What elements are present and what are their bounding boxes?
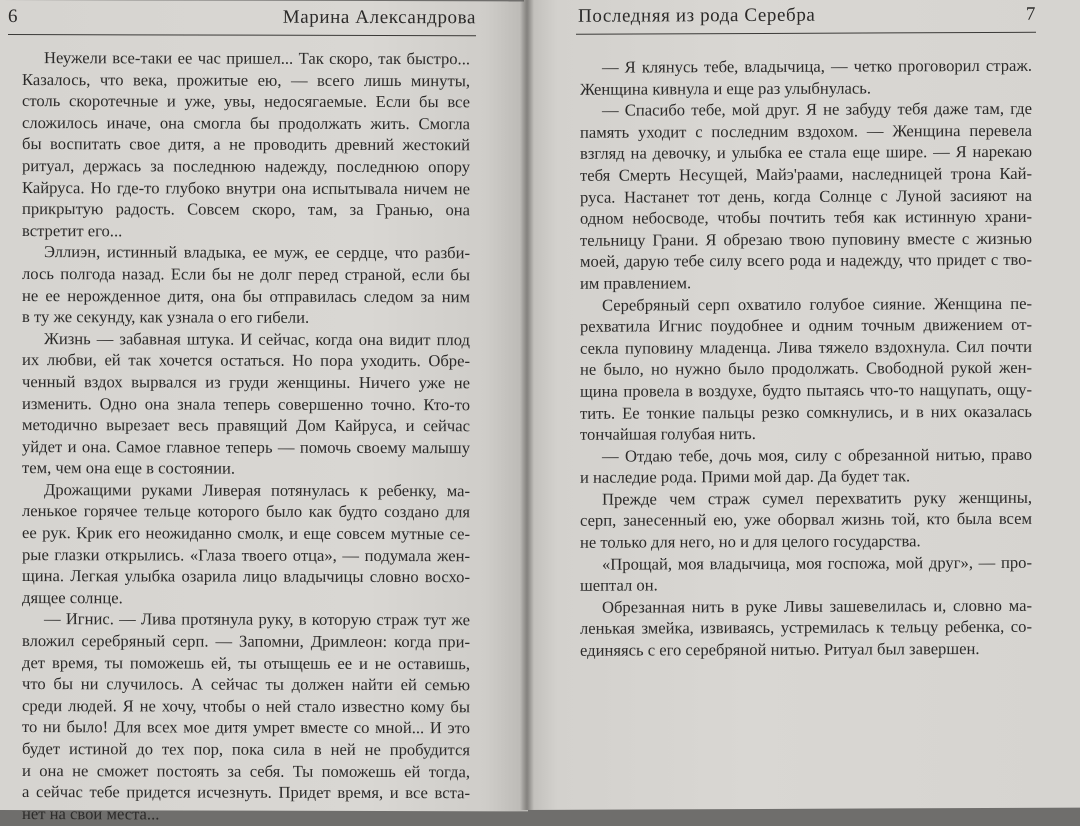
text-line: — Я клянусь тебе, владычица, — четко проговорил страж.: [602, 55, 1032, 77]
right-running-head-title: Последняя из рода Серебра: [578, 4, 816, 27]
text-line: тельницу Грани. Я обрезаю твою пуповину вместе с жизнью: [580, 228, 1032, 250]
text-line: будет истиной до тех пор, пока сила в ней не пробудится: [22, 739, 470, 760]
text-line: Кайруса. Но где-то глубоко внутри она испытывала ничем не: [22, 177, 470, 198]
text-line: не только для него, но и для целого государства.: [580, 531, 921, 552]
text-line: встретит его...: [22, 220, 123, 241]
text-line: столь скоротечные и уже, увы, недосягаемые. Если бы все: [22, 91, 470, 112]
text-line: Эллиэн, истинный владыка, ее муж, ее сердце, что разби-: [44, 242, 470, 263]
text-line: ленькая змейка, извиваясь, устремилась к тельцу ребенка, со-: [580, 617, 1032, 639]
right-body-text: [580, 55, 1032, 662]
text-line: ченный вздох вырвался из груди женщины. Ничего уже не: [22, 371, 470, 393]
text-line: тончайшая голубая нить.: [580, 424, 756, 444]
text-line: ленькое горячее тельце которого было как будто создано для: [22, 501, 470, 522]
text-line: тем, чем она еще в состоянии.: [22, 458, 235, 478]
text-line: вложил серебряный серп. — Запомни, Дримлеон: когда при-: [22, 631, 470, 652]
text-line: щина. Легкая улыбка озарила лицо владычицы словно восхо-: [22, 566, 470, 587]
text-line: не ее нерожденное дитя, она бы отправилась следом за ним: [22, 285, 470, 306]
text-line: не было, но нужно было продолжать. Свободной рукой жен-: [580, 358, 1032, 380]
text-line: — Игнис. — Лива протянула руку, в которую страж тут же: [44, 609, 470, 630]
text-line: в ту же секунду, как узнала о его гибели.: [22, 307, 310, 327]
text-line: и наследие рода. Прими мой дар. Да будет так.: [580, 466, 911, 488]
text-line: Обрезанная нить в руке Ливы зашевелилась и, словно ма-: [602, 595, 1032, 617]
text-line: а сейчас тебе придется исчезнуть. Придет время, и все вста-: [22, 782, 470, 803]
text-line: — Спасибо тебе, мой друг. Я не забуду тебя даже там, где: [602, 98, 1032, 120]
text-line: что бы ни случилось. А сейчас ты должен найти ей семью: [22, 674, 470, 695]
text-line: изменить. Одно она знала теперь совершенно точно. Кто-то: [22, 393, 470, 414]
right-page: [524, 0, 1080, 810]
left-body-text: [22, 47, 470, 826]
text-line: лось полгода назад. Если бы не долг перед страной, если бы: [22, 263, 470, 285]
text-line: взгляд на девочку, и улыбка ее стала еще шире. — Я нарекаю: [580, 142, 1032, 164]
text-line: «Прощай, моя владычица, моя госпожа, мой друг», — про-: [602, 552, 1032, 574]
text-line: Неужели все-таки ее час пришел... Так скоро, так быстро...: [44, 48, 470, 69]
text-line: дет время, ты поможешь ей, ты отыщешь ее и не оставишь,: [22, 652, 470, 673]
text-line: рые глазки открылись. «Глаза твоего отца», — подумала жен-: [22, 544, 470, 565]
text-line: методично вырезает весь правящий Дом Кайруса, и сейчас: [22, 415, 470, 436]
text-line: руса. Настанет тот день, когда Солнце с Луной засияют на: [580, 185, 1032, 207]
text-line: щина провела в воздухе, будто пытаясь что-то нащупать, ощу-: [580, 379, 1032, 401]
text-line: и она не сможет постоять за себя. Ты поможешь ей тогда,: [22, 760, 470, 781]
text-line: тить. Ее тонкие пальцы резко сомкнулись, и в них оказалась: [580, 401, 1032, 423]
text-line: рехватила Игнис поудобнее и одним точным движением от-: [580, 314, 1032, 336]
text-line: сложилось иначе, она смогла бы продолжать жить. Смогла: [22, 112, 470, 134]
text-line: Прежде чем страж сумел перехватить руку женщины,: [602, 487, 1032, 509]
text-line: шептал он.: [580, 575, 658, 596]
text-line: дящее солнце.: [22, 587, 123, 608]
text-line: их любви, ей так хочется остаться. Но пора уходить. Обре-: [22, 350, 470, 371]
left-running-head: [8, 4, 476, 36]
text-line: им правлением.: [580, 273, 692, 293]
text-line: моей, дарую тебе силу всего рода и надежду, что придет с тво-: [580, 250, 1032, 272]
text-line: Женщина кивнула и еще раз улыбнулась.: [580, 78, 872, 99]
text-line: секла пуповину младенца. Лива тяжело вздохнула. Сил почти: [580, 336, 1032, 358]
text-line: серп, занесенный ею, уже оборвал жизнь той, кто была всем: [580, 509, 1032, 531]
text-line: — Отдаю тебе, дочь моя, силу с обрезанной нитью, право: [602, 444, 1032, 466]
left-page: [0, 0, 528, 824]
text-line: ее рук. Крик его неожиданно смолк, и еще совсем мутные се-: [22, 523, 470, 544]
text-line: Дрожащими руками Ливерая потянулась к ребенку, ма-: [44, 479, 470, 501]
text-line: то ни было! Для всех мое дитя умрет вместе со мной... И это: [22, 717, 470, 738]
text-line: прикрытую радость. Совсем скоро, там, за Гранью, она: [22, 199, 470, 220]
text-line: Казалось, что века, прожитые ею, — всего лишь минуты,: [22, 69, 470, 90]
right-page-number: 7: [1025, 3, 1036, 25]
text-line: единяясь с его серебряной нитью. Ритуал был завершен.: [580, 639, 980, 660]
text-line: среди людей. Я не хочу, чтобы о ней стало известно кому бы: [22, 695, 470, 717]
text-line: уйдет и она. Самое главное теперь — помочь своему малышу: [22, 436, 470, 457]
text-line: одном небосводе, чтобы почтить тебя как истинную храни-: [580, 206, 1032, 228]
text-line: Серебряный серп охватило голубое сияние. Женщина пе-: [602, 293, 1032, 315]
text-line: Жизнь — забавная штука. И сейчас, когда она видит плод: [44, 328, 470, 349]
left-page-number: 6: [8, 6, 19, 28]
text-line: тебя Смерть Несущей, Майэ'раами, наследницей трона Кай-: [580, 163, 1032, 185]
left-running-head-title: Марина Александрова: [282, 6, 476, 29]
text-line: ритуал, держась за последнюю надежду, последнюю опору: [22, 156, 470, 177]
text-line: бы воспитать свое дитя, а не проводить древний жестокий: [22, 134, 470, 155]
right-running-head: [576, 2, 1036, 35]
text-line: нет на свои места...: [22, 803, 160, 824]
text-line: память уходит с последним вздохом. — Женщина перевела: [580, 120, 1032, 142]
